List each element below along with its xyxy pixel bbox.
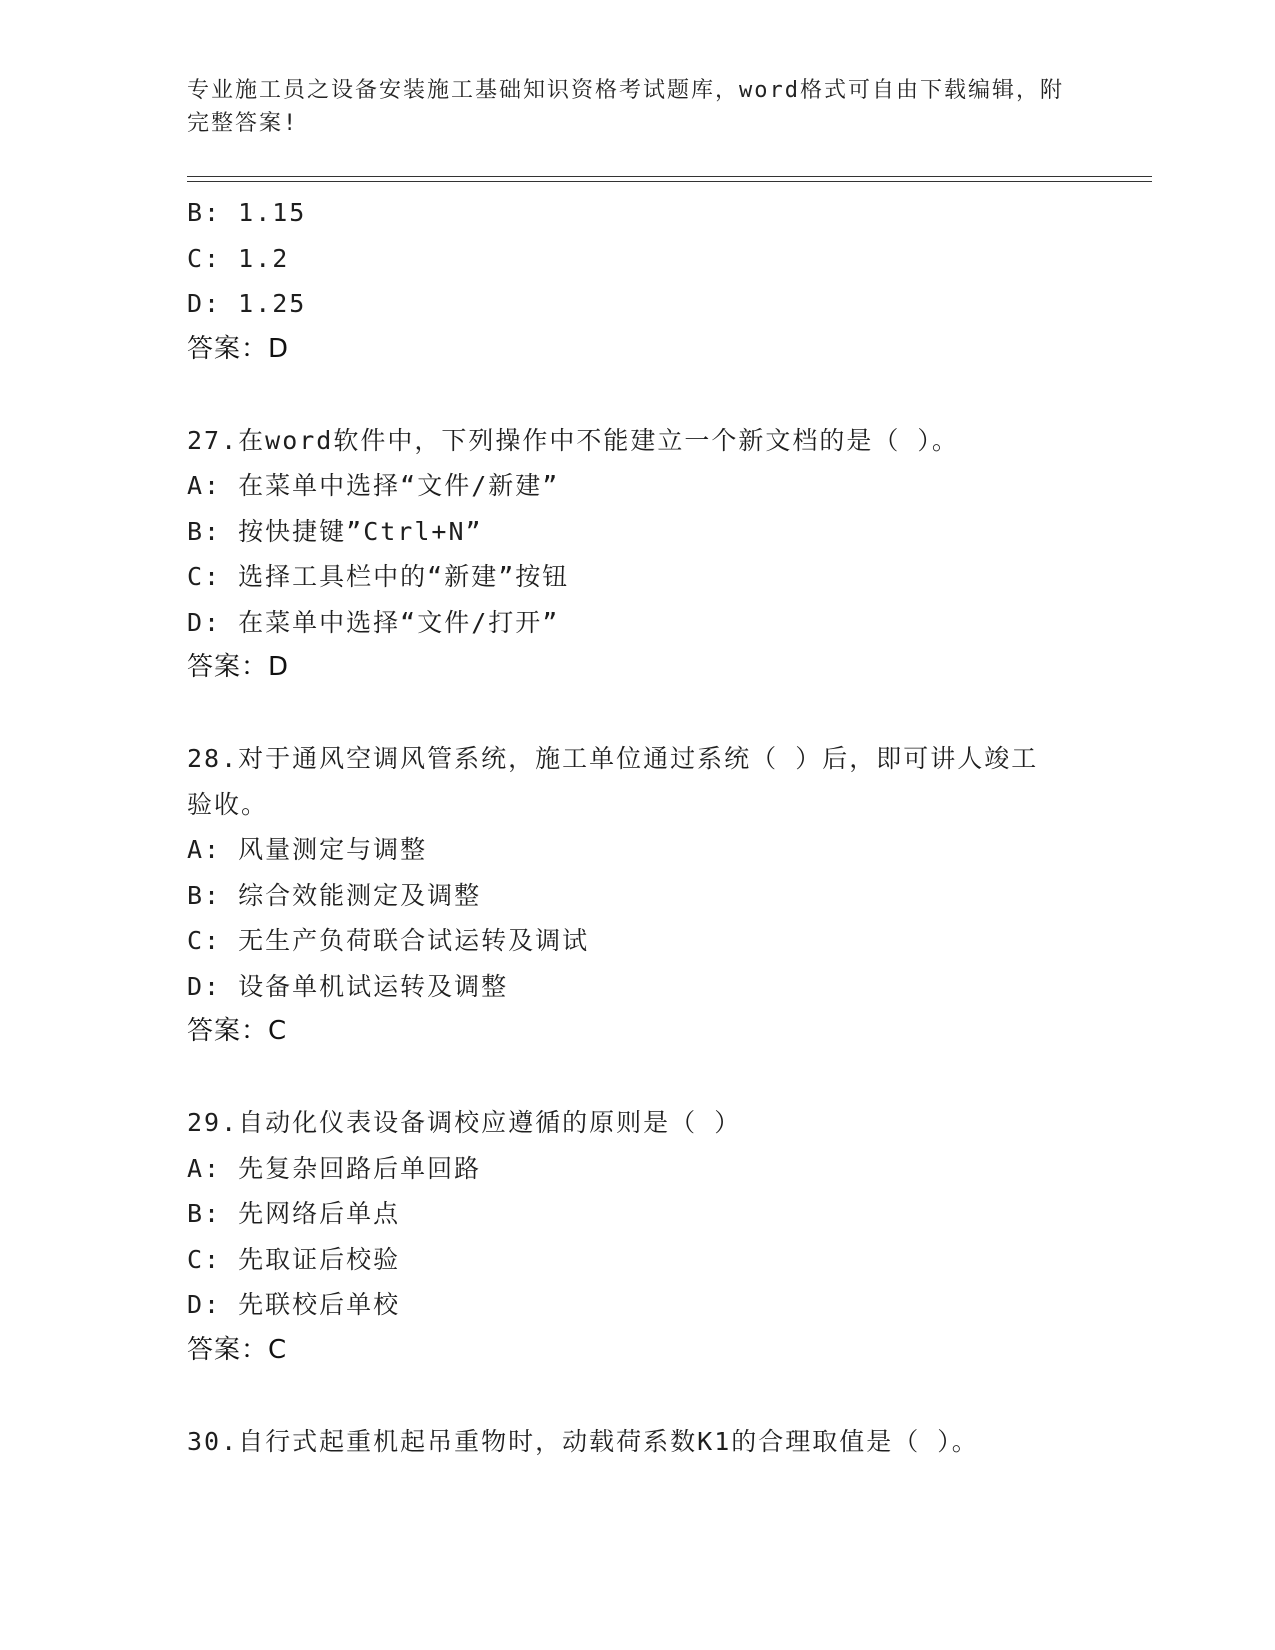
answer-line: 答案：C xyxy=(187,1334,288,1365)
question-stem: 27.在word软件中，下列操作中不能建立一个新文档的是（ ）。 xyxy=(187,425,959,455)
question-stem: 29.自动化仪表设备调校应遵循的原则是（ ） xyxy=(187,1108,742,1137)
option-b: B: 按快捷键”Ctrl+N” xyxy=(187,516,483,546)
question-29 xyxy=(187,1100,1087,1373)
option-a: A: 在菜单中选择“文件/新建” xyxy=(187,471,560,500)
option-c: C: 1.2 xyxy=(187,243,290,273)
option-b: B: 先网络后单点 xyxy=(187,1199,401,1228)
option-d: D: 1.25 xyxy=(187,289,307,318)
option-d: D: 设备单机试运转及调整 xyxy=(187,971,509,1001)
carryover-block xyxy=(187,190,1087,372)
option-c: C: 先取证后校验 xyxy=(187,1244,401,1274)
option-a: A: 先复杂回路后单回路 xyxy=(187,1153,482,1183)
question-content xyxy=(187,190,1087,1464)
option-b: B: 1.15 xyxy=(187,198,307,227)
answer-line: 答案：D xyxy=(187,652,290,682)
option-b: B: 综合效能测定及调整 xyxy=(187,880,482,910)
question-stem: 28.对于通风空调风管系统，施工单位通过系统（ ）后，即可讲人竣工验收。 xyxy=(187,744,1039,819)
spacer xyxy=(187,372,1087,418)
option-c: C: 选择工具栏中的“新建”按钮 xyxy=(187,562,570,591)
answer-line: 答案：D xyxy=(187,333,290,364)
option-d: D: 在菜单中选择“文件/打开” xyxy=(187,607,560,637)
header-divider xyxy=(187,176,1152,182)
option-a: A: 风量测定与调整 xyxy=(187,835,428,864)
spacer xyxy=(187,691,1087,737)
spacer xyxy=(187,1055,1087,1101)
option-c: C: 无生产负荷联合试运转及调试 xyxy=(187,926,590,955)
spacer xyxy=(187,1373,1087,1419)
question-stem: 30.自行式起重机起吊重物时，动载荷系数K1的合理取值是（ ）。 xyxy=(187,1426,979,1456)
question-28 xyxy=(187,736,1087,1055)
answer-line: 答案：C xyxy=(187,1016,288,1046)
question-27 xyxy=(187,418,1087,691)
document-header: 专业施工员之设备安装施工基础知识资格考试题库，word格式可自由下载编辑，附完整答案! xyxy=(187,78,1064,136)
question-30 xyxy=(187,1419,1087,1465)
option-d: D: 先联校后单校 xyxy=(187,1290,401,1319)
